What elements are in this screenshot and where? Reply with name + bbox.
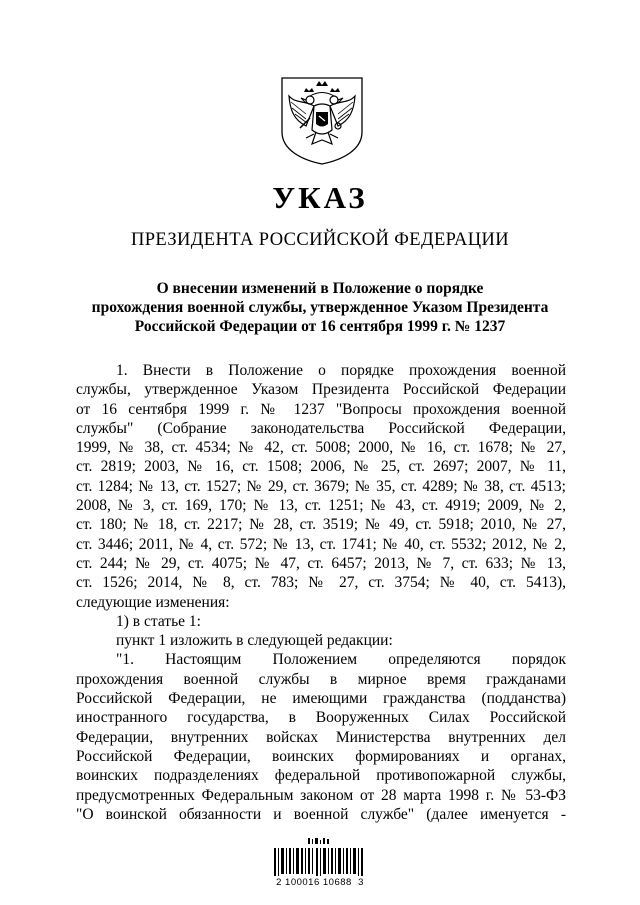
- body-line: пункт 1 изложить в следующей редакции:: [116, 632, 393, 650]
- body-line: следующие изменения:: [76, 593, 230, 611]
- body-line: прохождения военной службы в мирное время гражданами: [76, 670, 566, 688]
- heading-line: О внесении изменений в Положение о порядке: [156, 280, 484, 297]
- body-line: ст. 180; № 18, ст. 2217; № 28, ст. 3519; № 49, ст. 5918; 2010, № 27,: [76, 516, 566, 534]
- body-line: иностранного государства, в Вооруженных Силах Российской: [76, 709, 566, 727]
- heading-line: прохождения военной службы, утвержденное Указом Президента: [91, 299, 549, 316]
- body-line: воинских подразделениях федеральной противопожарной службы,: [76, 767, 566, 785]
- document-heading: [60, 279, 580, 336]
- body-line: ст. 1284; № 13, ст. 1527; № 29, ст. 3679; № 35, ст. 4289; № 38, ст. 4513;: [76, 477, 566, 495]
- body-line: Федерации, внутренних войсках Министерства внутренних дел: [76, 728, 566, 746]
- body-line: предусмотренных Федеральным законом от 28 марта 1998 г. № 53-ФЗ: [76, 786, 566, 804]
- coat-of-arms-emblem: [276, 74, 368, 166]
- body-line: службы" (Собрание законодательства Российской Федерации,: [76, 419, 566, 437]
- body-line: 1999, № 38, ст. 4534; № 42, ст. 5008; 2000, № 16, ст. 1678; № 27,: [76, 439, 566, 457]
- body-line: ст. 3446; 2011, № 4, ст. 572; № 13, ст. 1741; № 40, ст. 5532; 2012, № 2,: [76, 535, 566, 553]
- body-line: "1. Настоящим Положением определяются порядок: [116, 651, 566, 669]
- body-line: "О воинской обязанности и военной службе" (далее именуется -: [76, 805, 566, 823]
- barcode-number: 2 100016 10688 3: [276, 877, 364, 888]
- body-line: 2008, № 3, ст. 169, 170; № 13, ст. 1251; № 43, ст. 4919; 2009, № 2,: [76, 497, 566, 515]
- body-line: ст. 244; № 29, ст. 4075; № 47, ст. 6457; 2013, № 7, ст. 633; № 13,: [76, 554, 566, 572]
- body-line: от 16 сентября 1999 г. № 1237 "Вопросы прохождения военной: [76, 400, 566, 418]
- russian-coat-of-arms-icon: [276, 74, 368, 166]
- document-subtitle: ПРЕЗИДЕНТА РОССИЙСКОЙ ФЕДЕРАЦИИ: [130, 230, 510, 250]
- body-line: Российской Федерации, не имеющими гражданства (подданства): [76, 690, 566, 708]
- body-line: 1. Внести в Положение о порядке прохождения военной: [116, 362, 566, 379]
- document-title: УКАЗ: [272, 180, 368, 215]
- heading-line: Российской Федерации от 16 сентября 1999 г. № 1237: [134, 318, 506, 335]
- body-line: ст. 1526; 2014, № 8, ст. 783; № 27, ст. 3754; № 40, ст. 5413),: [76, 574, 566, 592]
- body-line: 1) в статье 1:: [116, 612, 201, 630]
- body-line: службы, утвержденное Указом Президента Российской Федерации: [76, 381, 566, 399]
- barcode: [272, 838, 368, 876]
- body-line: ст. 2819; 2003, № 16, ст. 1508; 2006, № 25, ст. 2697; 2007, № 11,: [76, 458, 566, 476]
- barcode-icon: [272, 838, 368, 876]
- document-body: [76, 361, 566, 824]
- body-line: Российской Федерации, воинских формированиях и органах,: [76, 747, 566, 765]
